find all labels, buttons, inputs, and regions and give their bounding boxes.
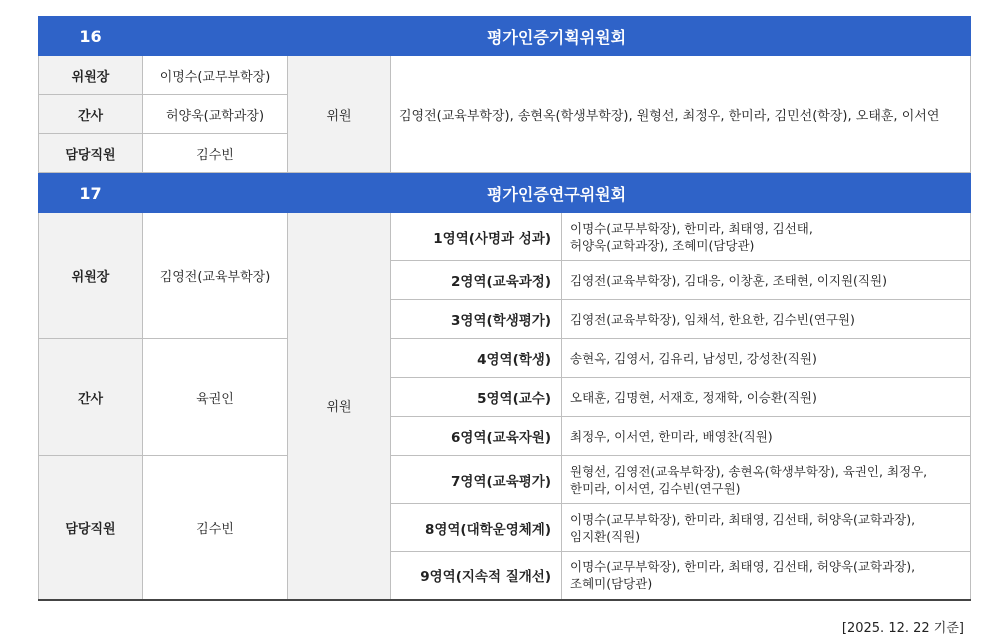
chair-value: 이명수(교무부학장) xyxy=(143,56,288,95)
area-label: 3영역(학생평가) xyxy=(391,300,562,339)
committee-name: 평가인증연구위원회 xyxy=(143,174,971,213)
area-label: 5영역(교수) xyxy=(391,378,562,417)
date-footnote: [2025. 12. 22 기준] xyxy=(841,621,964,636)
area-members: 원형선, 김영전(교육부학장), 송현옥(학생부학장), 육권인, 최정우, 한미라, 이서연, 김수빈(연구원) xyxy=(562,456,971,504)
committee-16-table xyxy=(38,16,971,173)
chair-label: 위원장 xyxy=(39,56,143,95)
chair-label: 위원장 xyxy=(39,213,143,339)
area-label: 6영역(교육자원) xyxy=(391,417,562,456)
area-members: 이명수(교무부학장), 한미라, 최태영, 김선태, 허양욱(교학과장), 임지환(직원) xyxy=(562,504,971,552)
area-members: 송현옥, 김영서, 김유리, 남성민, 강성찬(직원) xyxy=(562,339,971,378)
secretary-value: 육권인 xyxy=(143,339,288,456)
staff-value: 김수빈 xyxy=(143,134,288,173)
area-label: 1영역(사명과 성과) xyxy=(391,213,562,261)
chair-value: 김영전(교육부학장) xyxy=(143,213,288,339)
area-members: 이명수(교무부학장), 한미라, 최태영, 김선태, 허양욱(교학과장), 조혜미(담당관) xyxy=(562,213,971,261)
committee-number: 16 xyxy=(39,17,143,56)
area-members: 이명수(교무부학장), 한미라, 최태영, 김선태, 허양욱(교학과장), 조혜미(담당관) xyxy=(562,552,971,600)
members-label: 위원 xyxy=(288,56,391,173)
secretary-value: 허양욱(교학과장) xyxy=(143,95,288,134)
members-value: 김영전(교육부학장), 송현옥(학생부학장), 원형선, 최정우, 한미라, 김민선(학장), 오태훈, 이서연 xyxy=(391,56,971,173)
committee-name: 평가인증기획위원회 xyxy=(143,17,971,56)
staff-label: 담당직원 xyxy=(39,134,143,173)
area-label: 9영역(지속적 질개선) xyxy=(391,552,562,600)
area-label: 4영역(학생) xyxy=(391,339,562,378)
area-members: 김영전(교육부학장), 김대응, 이창훈, 조태현, 이지원(직원) xyxy=(562,261,971,300)
area-label: 2영역(교육과정) xyxy=(391,261,562,300)
area-members: 최정우, 이서연, 한미라, 배영찬(직원) xyxy=(562,417,971,456)
area-members: 오태훈, 김명현, 서재호, 정재학, 이승환(직원) xyxy=(562,378,971,417)
area-label: 8영역(대학운영체계) xyxy=(391,504,562,552)
committee-number: 17 xyxy=(39,174,143,213)
members-label: 위원 xyxy=(288,213,391,600)
secretary-label: 간사 xyxy=(39,339,143,456)
area-members: 김영전(교육부학장), 임채석, 한요한, 김수빈(연구원) xyxy=(562,300,971,339)
committee-17-table xyxy=(38,173,971,601)
secretary-label: 간사 xyxy=(39,95,143,134)
staff-value: 김수빈 xyxy=(143,456,288,600)
area-label: 7영역(교육평가) xyxy=(391,456,562,504)
staff-label: 담당직원 xyxy=(39,456,143,600)
